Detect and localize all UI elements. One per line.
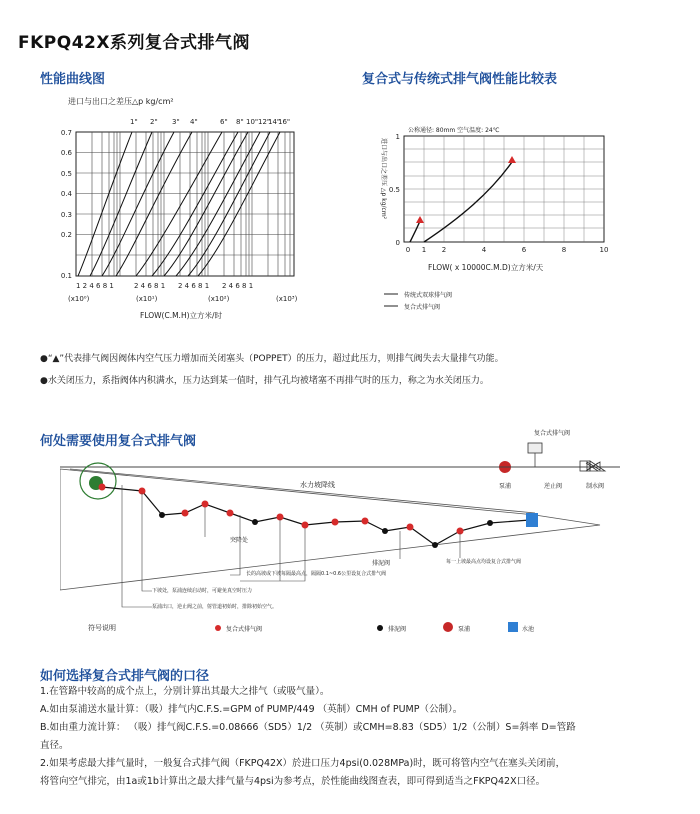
size-label: 6" [220,118,228,126]
x-tick: 6 [521,246,527,254]
compare-xlabel: FLOW( x 10000C.M.D)立方米/天 [428,263,544,272]
compare-heading: 复合式与传统式排气阀性能比较表 [362,72,558,87]
size-label: 16" [278,118,291,126]
size-label: 3" [172,118,180,126]
x-tick-group: 2 4 6 8 1 [134,282,166,290]
select-line-3: B.如由重力流计算： （吸）排气阀C.F.S.=0.08666（SD5）1/2 （英制）或CMH=8.83（SD5）1/2（公制）S=斜率 D=管路 [40,722,576,733]
valve-top-icon [528,443,542,453]
hydraulic-line-label: 水力坡降线 [300,481,335,489]
composite-marker [508,156,516,163]
y-tick: 0.1 [60,272,72,280]
x-multiplier: (x10¹) [136,295,158,303]
curve-14in [188,132,270,276]
page-title: FKPQ42X系列复合式排气阀 [18,33,250,53]
traditional-marker [416,216,424,223]
select-line-5: 2.如果考虑最大排气量时，一般复合式排气阀（FKPQ42X）於进口压力4psi(0.028MPa)时，既可将管内空气在塞头关闭前， [40,758,566,769]
x-tick: 0 [405,246,411,254]
y-tick: 0.5 [60,170,72,178]
x-tick: 4 [481,246,487,254]
compare-note: 公称通径: 80mm 空气温度: 24℃ [408,127,500,134]
curve-12in [176,132,260,276]
y-tick: 0.5 [388,186,400,194]
traditional-curve [410,221,420,242]
x-tick-group: 1 2 4 6 8 1 [76,282,114,290]
peak-note: 每一上坡最高点均设复合式排气阀 [446,559,522,565]
pipeline-profile [102,487,530,545]
y-tick: 0 [395,239,400,247]
x-tick: 1 [421,246,427,254]
pump-label: 泵浦 [499,483,512,490]
y-tick: 0.4 [60,190,72,198]
legend-traditional: 传统式双球排气阀 [404,292,453,299]
perf-xlabel: FLOW(C.M.H)立方米/时 [140,311,223,320]
x-multiplier: (x10⁰) [68,295,90,303]
perf-ylabel: 进口与出口之差压△p kg/cm² [68,97,174,106]
pump-note-1: 下坡处，泵浦连续启动时，可避免真空时压力 [152,588,253,594]
x-tick-group: 2 4 6 8 1 [222,282,254,290]
x-multiplier: (x10²) [208,295,230,303]
legend-composite-valve: 复合式排气阀 [226,626,263,633]
legend-title: 符号说明 [88,624,116,632]
y-tick: 0.3 [60,211,72,219]
curve-2in [90,132,152,276]
curve-4in [116,132,192,276]
select-line-6: 将管向空气排完，由1a或1b计算出之最大排气量与4psi为参考点，於性能曲线图查表，即可得到适当之FKPQ42X口径。 [40,776,546,787]
size-label: 8" [236,118,244,126]
select-line-1: 1.在管路中较高的成个点上，分别计算出其最大之排气（或吸气量）。 [40,686,330,697]
check-label: 逆止阀 [544,483,563,490]
legend-reservoir: 水池 [522,626,535,633]
drain-label: 排泥阀 [372,560,391,567]
stop-label: 制水阀 [586,483,605,490]
y-tick: 0.2 [60,231,72,239]
pump-note-2: 泵浦出口，逆止阀之前，射管道初始时，排除初始空气。 [152,604,278,610]
curve-8in [152,132,238,276]
select-heading: 如何选择复合式排气阀的口径 [40,669,210,684]
curve-1in [78,132,132,276]
perf-heading: 性能曲线图 [40,72,106,87]
where-heading: 何处需要使用复合式排气阀 [40,434,197,449]
size-label: 14" [268,118,281,126]
compare-chart [370,118,630,318]
bullet-1: ●“▲”代表排气阀因阀体内空气压力增加而关闭塞头（POPPET）的压力，超过此压力，则排气阀失去大量排气功能。 [40,354,504,364]
x-tick: 8 [561,246,567,254]
valve-top-label: 复合式排气阀 [534,430,571,437]
size-label: 12" [258,118,271,126]
x-tick: 2 [441,246,447,254]
y-tick: 0.6 [60,149,72,157]
select-line-2: A.如由泵浦送水量计算：（吸）排气内C.F.S.=GPM of PUMP/449 （英制）CMH of PUMP（公制）。 [40,704,463,715]
size-label: 10" [246,118,259,126]
x-tick: 10 [599,246,609,254]
legend-pump: 泵浦 [458,626,471,633]
x-multiplier: (x10³) [276,295,298,303]
legend-drain-valve: 排泥阀 [388,626,407,633]
curve-10in [164,132,248,276]
y-tick: 1 [395,133,400,141]
bullet-2: ●水关闭压力，系指阀体内积满水，压力达到某一值时，排气孔均被堵塞不再排气时的压力，称之为水关闭压力。 [40,376,489,386]
reservoir-icon [526,513,538,527]
select-line-4: 直径。 [40,740,69,751]
compare-ylabel: 进口与出口之差压 △p kg/cm² [380,138,387,220]
y-tick: 0.7 [60,129,72,137]
perf-chart [40,108,310,328]
legend-composite: 复合式排气阀 [404,304,441,311]
pipeline-diagram [60,425,700,640]
long-note: 长的高坡或下坡每隔最高点，隔隔0.1~0.6公里设复合式排气阀 [246,571,387,577]
curve-3in [102,132,174,276]
size-label: 1" [130,118,138,126]
size-label: 4" [190,118,198,126]
sink-label: 突降处 [230,537,249,544]
size-label: 2" [150,118,158,126]
x-tick-group: 2 4 6 8 1 [178,282,210,290]
